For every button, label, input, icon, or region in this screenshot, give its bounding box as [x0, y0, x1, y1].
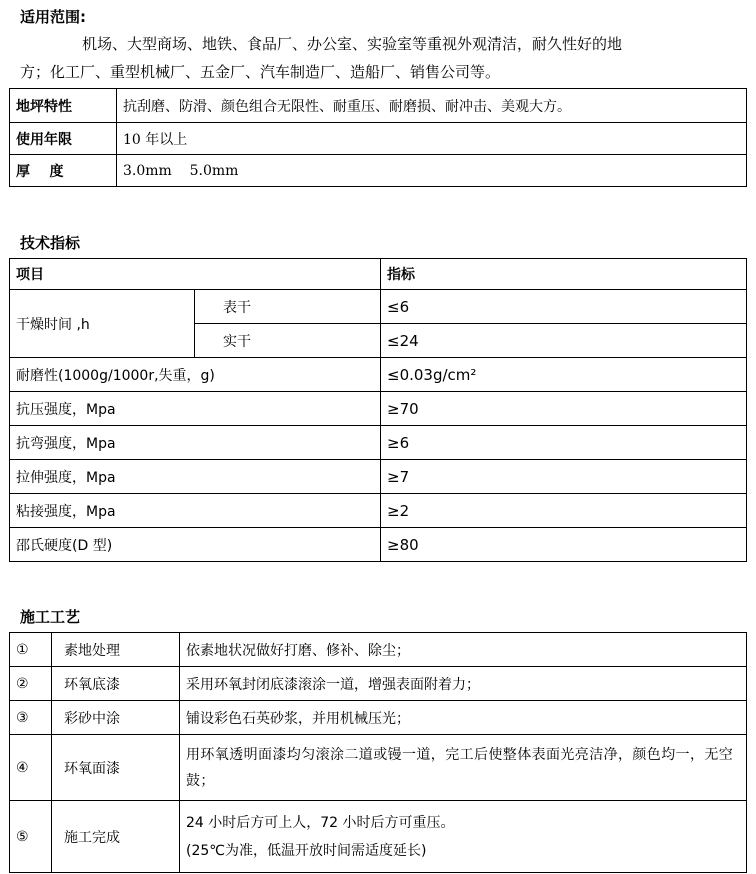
tech-row	[10, 392, 747, 426]
tech-row-value: ≥80	[381, 528, 747, 562]
tech-row-label: 抗弯强度，Mpa	[10, 426, 381, 460]
step-name: 素地处理	[52, 633, 180, 667]
tech-row-label: 邵氏硬度(D 型)	[10, 528, 381, 562]
property-row-lifespan	[10, 123, 747, 155]
tech-table	[9, 258, 747, 562]
tech-row	[10, 494, 747, 528]
tech-row-value: ≥2	[381, 494, 747, 528]
property-label: 使用年限	[10, 123, 117, 155]
step-description: 采用环氧封闭底漆滚涂一道，增强表面附着力；	[180, 667, 747, 701]
step-description: 铺设彩色石英砂浆，并用机械压光；	[180, 701, 747, 735]
scope-heading: 适用范围:	[20, 8, 86, 26]
tech-row-label: 粘接强度，Mpa	[10, 494, 381, 528]
process-step	[10, 735, 747, 801]
tech-row-label: 抗压强度，Mpa	[10, 392, 381, 426]
drying-time-label: 干燥时间 ,h	[10, 290, 195, 358]
tech-row-label: 拉伸强度，Mpa	[10, 460, 381, 494]
tech-heading: 技术指标	[20, 234, 81, 252]
step-number: ⑤	[10, 801, 52, 873]
surface-dry-label: 表干	[195, 290, 381, 324]
col-item-header: 项目	[10, 259, 381, 290]
property-row-thickness	[10, 155, 747, 187]
property-value: 10 年以上	[117, 123, 747, 155]
tech-row	[10, 460, 747, 494]
scope-line-2: 方；化工厂、重型机械厂、五金厂、汽车制造厂、造船厂、销售公司等。	[20, 63, 501, 81]
property-row-features	[10, 89, 747, 123]
surface-dry-value: ≤6	[381, 290, 747, 324]
property-value: 抗刮磨、防滑、颜色组合无限性、耐重压、耐磨损、耐冲击、美观大方。	[117, 89, 747, 123]
step-description: 依素地状况做好打磨、修补、除尘；	[180, 633, 747, 667]
process-step	[10, 701, 747, 735]
step-name: 环氧底漆	[52, 667, 180, 701]
step-number: ②	[10, 667, 52, 701]
process-step	[10, 801, 747, 873]
property-value: 3.0mm 5.0mm	[117, 155, 747, 187]
tech-row	[10, 528, 747, 562]
process-step	[10, 667, 747, 701]
tech-header-row	[10, 259, 747, 290]
tech-row-value: ≥6	[381, 426, 747, 460]
process-heading: 施工工艺	[20, 608, 81, 626]
step-name: 施工完成	[52, 801, 180, 873]
property-label: 地坪特性	[10, 89, 117, 123]
step-description-cell	[180, 801, 747, 873]
process-table	[9, 632, 747, 873]
tech-row-label: 耐磨性(1000g/1000r,失重，g)	[10, 358, 381, 392]
process-step	[10, 633, 747, 667]
property-label: 厚 度	[10, 155, 117, 187]
tech-row-value: ≥7	[381, 460, 747, 494]
tech-row	[10, 358, 747, 392]
col-index-header: 指标	[381, 259, 747, 290]
step-number: ③	[10, 701, 52, 735]
step-number: ①	[10, 633, 52, 667]
step-description: 用环氧透明面漆均匀滚涂二道或镘一道，完工后使整体表面光亮洁净，颜色均一，无空鼓；	[180, 735, 747, 801]
step-name: 彩砂中涂	[52, 701, 180, 735]
hard-dry-label: 实干	[195, 324, 381, 358]
tech-row	[10, 426, 747, 460]
properties-table	[9, 88, 747, 187]
tech-row-value: ≤0.03g/cm²	[381, 358, 747, 392]
step-note: (25℃为准，低温开放时间需适度延长)	[186, 842, 427, 859]
step-name: 环氧面漆	[52, 735, 180, 801]
hard-dry-value: ≤24	[381, 324, 747, 358]
step-number: ④	[10, 735, 52, 801]
tech-row-surface-dry	[10, 290, 747, 324]
step-description: 24 小时后方可上人，72 小时后方可重压。	[186, 814, 455, 831]
tech-row-value: ≥70	[381, 392, 747, 426]
scope-line-1: 机场、大型商场、地铁、食品厂、办公室、实验室等重视外观清洁，耐久性好的地	[82, 35, 623, 53]
